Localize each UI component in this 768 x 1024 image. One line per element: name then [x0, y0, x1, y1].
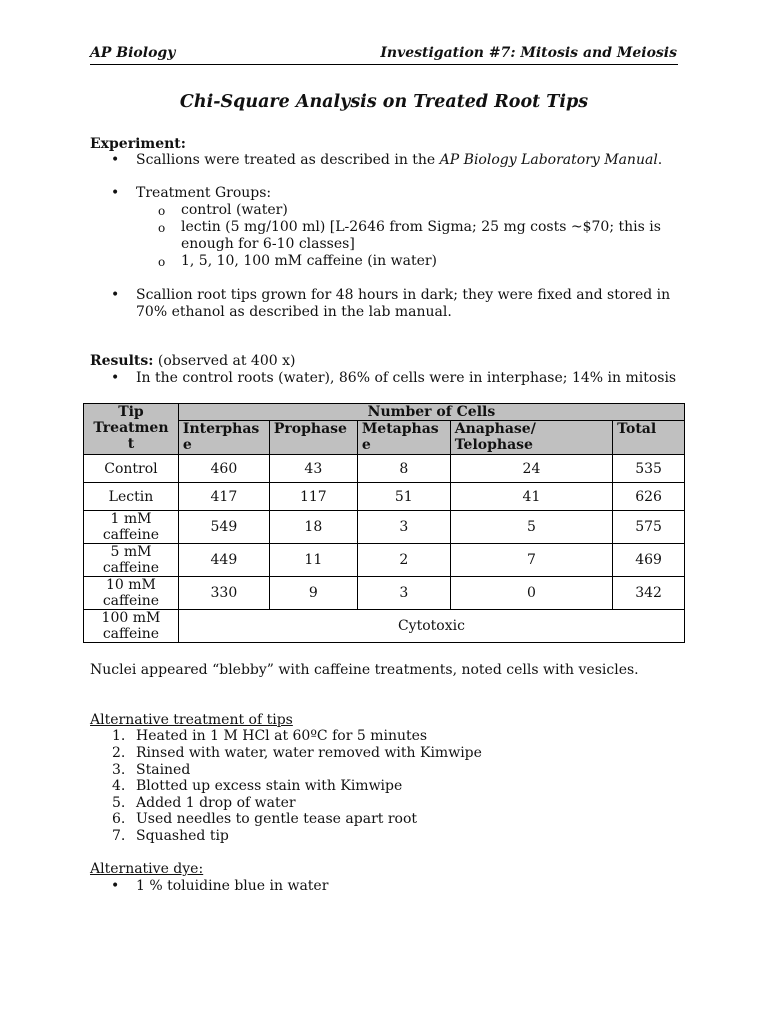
cell-anaphase: 41 — [450, 483, 612, 511]
row-treatment: 5 mM caffeine — [84, 544, 179, 577]
header-number-of-cells: Number of Cells — [178, 404, 684, 421]
table-row — [84, 455, 685, 483]
header-metaphase: Metaphas e — [357, 421, 450, 455]
step-number: 2. — [112, 745, 126, 761]
circle-bullet-icon: o — [158, 255, 166, 269]
results-note: (observed at 400 x) — [153, 353, 296, 369]
step-number: 4. — [112, 778, 126, 794]
experiment-label: Experiment: — [90, 136, 186, 152]
bullet-icon: • — [111, 287, 120, 303]
table-row — [84, 511, 685, 544]
cell-metaphase: 8 — [357, 455, 450, 483]
cell-anaphase: 5 — [450, 511, 612, 544]
step-item: Squashed tip — [136, 828, 229, 844]
results-bullet: In the control roots (water), 86% of cells were in interphase; 14% in mitosis — [136, 370, 677, 386]
step-item: Rinsed with water, water removed with Kimwipe — [136, 745, 482, 761]
experiment-bullet-1-pre: Scallions were treated as described in the — [136, 152, 440, 168]
experiment-bullet-1-post: . — [657, 152, 663, 168]
step-item: Used needles to gentle tease apart root — [136, 811, 418, 827]
bullet-icon: • — [111, 185, 120, 201]
circle-bullet-icon: o — [158, 221, 166, 235]
step-number: 5. — [112, 795, 126, 811]
cell-interphase: 417 — [178, 483, 269, 511]
nuclei-note: Nuclei appeared “blebby” with caffeine treatments, noted cells with vesicles. — [90, 662, 639, 678]
group-item-continued: enough for 6-10 classes] — [181, 236, 355, 252]
cell-total: 535 — [613, 455, 685, 483]
experiment-bullet-2: Treatment Groups: — [136, 185, 272, 201]
manual-title: AP Biology Laboratory Manual — [439, 152, 658, 168]
cell-prophase: 18 — [269, 511, 357, 544]
table-row — [84, 544, 685, 577]
header-tip-treatment: Tip Treatmen t — [84, 404, 179, 455]
cell-metaphase: 2 — [357, 544, 450, 577]
cell-metaphase: 3 — [357, 511, 450, 544]
table-row — [84, 610, 685, 643]
cell-interphase: 330 — [178, 577, 269, 610]
header-interphase: Interphas e — [178, 421, 269, 455]
bullet-icon: • — [111, 878, 120, 894]
experiment-bullet-3-line-1: Scallion root tips grown for 48 hours in dark; they were fixed and stored in — [136, 287, 671, 303]
header-anaphase-telophase: Anaphase/ Telophase — [450, 421, 612, 455]
row-treatment: Control — [84, 455, 179, 483]
header-course: AP Biology — [90, 45, 176, 61]
cell-anaphase: 7 — [450, 544, 612, 577]
step-item: Blotted up excess stain with Kimwipe — [136, 778, 403, 794]
page-title: Chi-Square Analysis on Treated Root Tips — [179, 92, 589, 112]
cell-interphase: 449 — [178, 544, 269, 577]
step-number: 7. — [112, 828, 126, 844]
results-label: Results: — [90, 353, 154, 369]
cell-prophase: 117 — [269, 483, 357, 511]
step-number: 1. — [112, 728, 126, 744]
cell-count-table — [83, 403, 685, 643]
cell-prophase: 9 — [269, 577, 357, 610]
cell-anaphase: 0 — [450, 577, 612, 610]
circle-bullet-icon: o — [158, 204, 166, 218]
row-treatment: Lectin — [84, 483, 179, 511]
bullet-icon: • — [111, 152, 120, 168]
bullet-icon: • — [111, 370, 120, 386]
header-rule — [90, 64, 678, 65]
table-row — [84, 483, 685, 511]
cell-total: 342 — [613, 577, 685, 610]
group-item: 1, 5, 10, 100 mM caffeine (in water) — [181, 253, 438, 269]
group-item: lectin (5 mg/100 ml) [L-2646 from Sigma; 25 mg costs ~$70; this is — [181, 219, 661, 235]
cell-total: 469 — [613, 544, 685, 577]
cell-metaphase: 3 — [357, 577, 450, 610]
header-prophase: Prophase — [269, 421, 357, 455]
cell-interphase: 549 — [178, 511, 269, 544]
group-item: control (water) — [181, 202, 288, 218]
experiment-bullet-1 — [136, 152, 662, 169]
experiment-bullet-3-line-2: 70% ethanol as described in the lab manual. — [136, 304, 452, 320]
row-treatment: 10 mM caffeine — [84, 577, 179, 610]
header-investigation: Investigation #7: Mitosis and Meiosis — [380, 45, 677, 61]
results-heading — [90, 353, 295, 370]
cell-anaphase: 24 — [450, 455, 612, 483]
step-number: 6. — [112, 811, 126, 827]
row-treatment: 1 mM caffeine — [84, 511, 179, 544]
step-item: Stained — [136, 762, 191, 778]
cell-interphase: 460 — [178, 455, 269, 483]
cell-total: 575 — [613, 511, 685, 544]
cell-total: 626 — [613, 483, 685, 511]
alt-treatment-heading: Alternative treatment of tips — [90, 712, 293, 728]
table-row — [84, 577, 685, 610]
header-total: Total — [613, 421, 685, 455]
alt-dye-heading: Alternative dye: — [90, 861, 204, 877]
cell-prophase: 43 — [269, 455, 357, 483]
cell-prophase: 11 — [269, 544, 357, 577]
alt-dye-bullet: 1 % toluidine blue in water — [136, 878, 329, 894]
cell-cytotoxic: Cytotoxic — [178, 610, 684, 643]
step-number: 3. — [112, 762, 126, 778]
row-treatment: 100 mM caffeine — [84, 610, 179, 643]
step-item: Heated in 1 M HCl at 60ºC for 5 minutes — [136, 728, 428, 744]
step-item: Added 1 drop of water — [136, 795, 296, 811]
cell-metaphase: 51 — [357, 483, 450, 511]
